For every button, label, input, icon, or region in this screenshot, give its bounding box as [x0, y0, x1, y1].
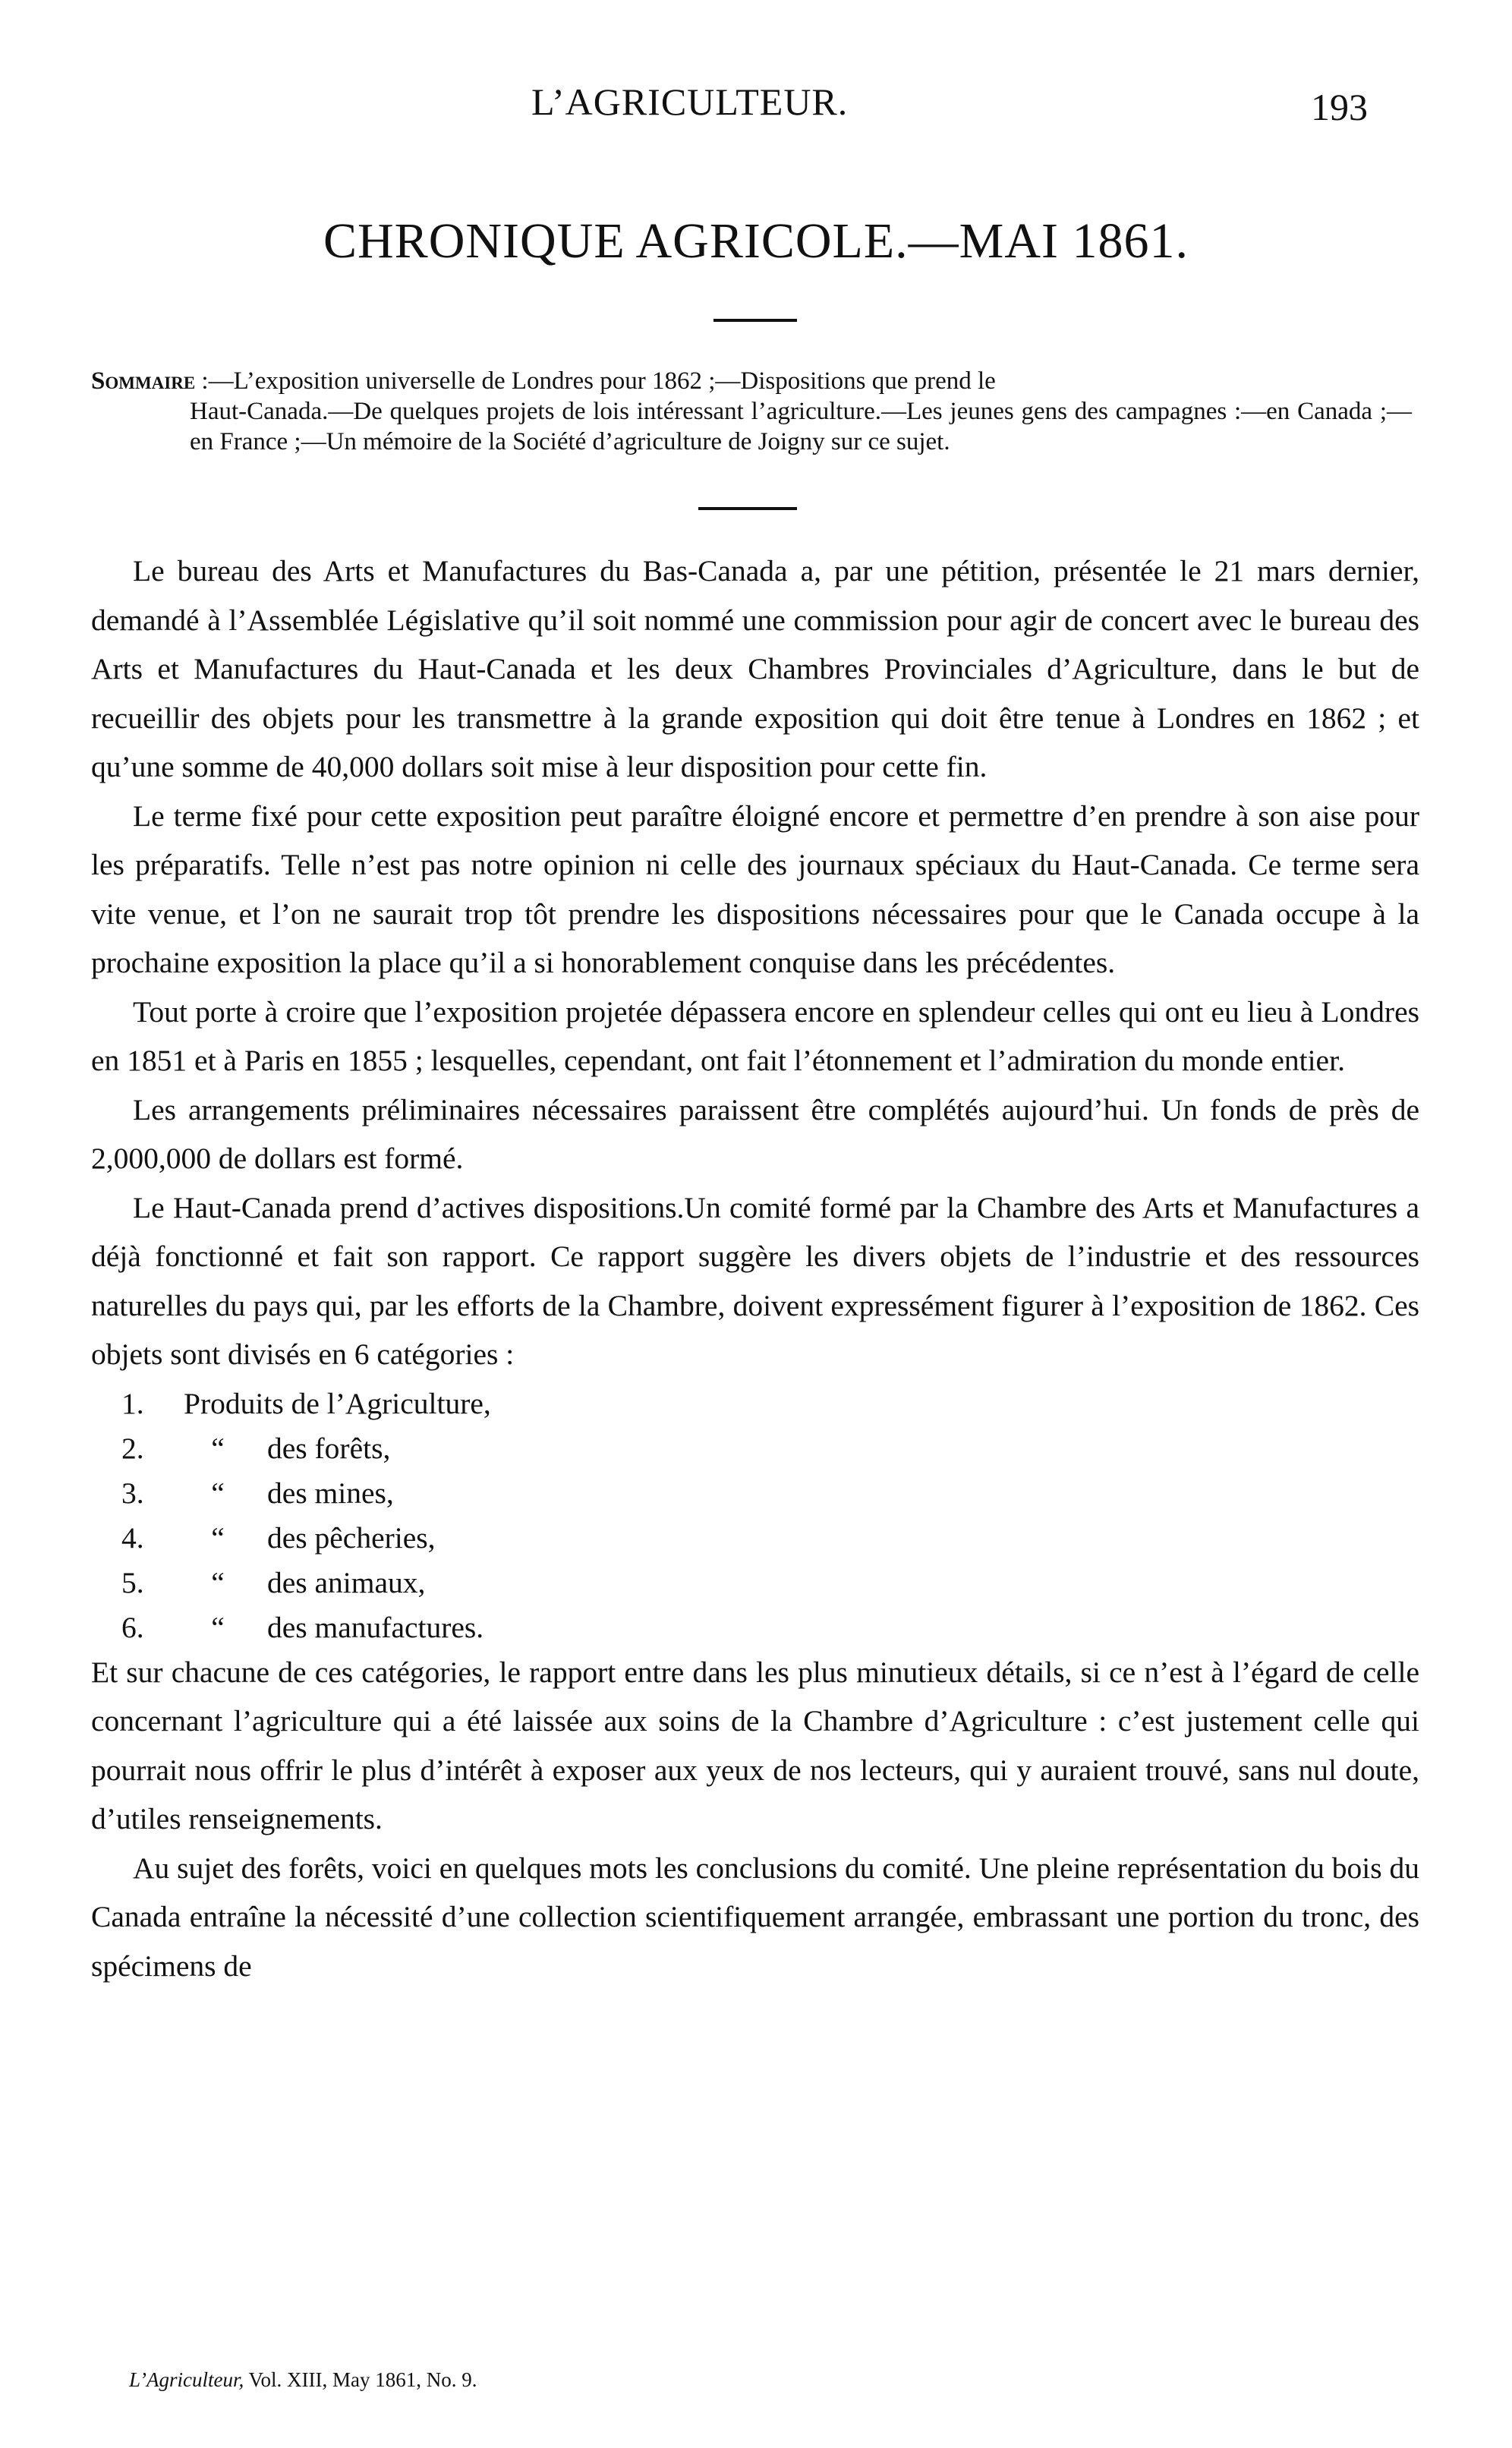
title-rule — [713, 319, 797, 322]
ditto-mark: “ — [211, 1610, 225, 1644]
ditto-mark: “ — [211, 1476, 225, 1510]
list-item — [91, 1558, 1419, 1603]
footer-details: Vol. XIII, May 1861, No. 9. — [248, 2368, 477, 2391]
list-number: 4. — [121, 1520, 144, 1555]
paragraph-arrangements: Les arrangements préliminaires nécessaires paraissent être complétés aujourd’hui. Un fonds de près de 2,000,000 de dollars est formé. — [91, 1092, 1419, 1175]
list-item — [91, 1603, 1419, 1648]
list-number: 6. — [121, 1610, 144, 1644]
categories-list — [91, 1379, 1419, 1648]
paragraph-petition: Le bureau des Arts et Manufactures du Bas-Canada a, par une pétition, présentée le 21 mars dernier, demandé à l’Assemblée Législative qu’il soit nommé une commission pour agir de concert avec le bureau des Arts et Manufactures du Haut-Canada et les deux Chambres Provinciales d’Agriculture, dans le but de recueillir des objets pour les transmettre à la grande exposition qui doit être tenue à Londres en 1862 ; et qu’une somme de 40,000 dollars soit mise à leur disposition pour cette fin. — [91, 554, 1419, 783]
summary-label: Sommaire — [91, 367, 196, 395]
list-item — [91, 1379, 1419, 1424]
paragraph-haut-canada: Le Haut-Canada prend d’actives dispositions.Un comité formé par la Chambre des Arts et Manufactures a déjà fonctionné et fait son rapport. Ce rapport suggère les divers objets de l’industrie et des ressources naturelles du pays qui, par les efforts de la Chambre, doivent expressément figurer à l’exposition de 1862. Ces objets sont divisés en 6 catégories : — [91, 1190, 1419, 1371]
list-item — [91, 1424, 1419, 1469]
footer-journal: L’Agriculteur, — [129, 2368, 244, 2391]
list-text: des forêts, — [267, 1431, 391, 1465]
list-item — [91, 1514, 1419, 1558]
list-number: 2. — [121, 1431, 144, 1465]
list-text: des pêcheries, — [267, 1520, 436, 1555]
ditto-mark: “ — [211, 1431, 225, 1465]
list-number: 5. — [121, 1565, 144, 1599]
paragraph-term: Le terme fixé pour cette exposition peut paraître éloigné encore et permettre d’en prendre à son aise pour les préparatifs. Telle n’est pas notre opinion ni celle des journaux spéciaux du Haut-Canada. Ce terme sera vite venue, et l’on ne saurait trop tôt prendre les dispositions nécessaires pour que le Canada occupe à la prochaine exposition la place qu’il a si honorablement conquise dans les précédentes. — [91, 799, 1419, 979]
paragraph-forests: Au sujet des forêts, voici en quelques mots les conclusions du comité. Une pleine représentation du bois du Canada entraîne la nécessité d’une collection scientifiquement arrangée, embrassant une portion du tronc, des spécimens de — [91, 1851, 1419, 1983]
summary-block — [91, 366, 1412, 457]
chronicle-title: CHRONIQUE AGRICOLE.—MAI 1861. — [323, 213, 1189, 269]
list-text: Produits de l’Agriculture, — [184, 1386, 491, 1420]
list-text: des mines, — [267, 1476, 394, 1510]
summary-first-line: :—L’exposition universelle de Londres pour 1862 ;—Dispositions que prend le — [201, 367, 996, 395]
article-body — [91, 547, 1419, 1990]
paragraph-details: Et sur chacune de ces catégories, le rapport entre dans les plus minutieux détails, si ce n’est à l’égard de celle concernant l’agriculture qui a été laissée aux soins de la Chambre d’Agriculture : c’est justement celle qui pourrait nous offrir le plus d’intérêt à exposer aux yeux de nos lecteurs, qui y auraient trouvé, sans nul doute, d’utiles renseignements. — [91, 1655, 1419, 1835]
ditto-mark: “ — [211, 1565, 225, 1599]
page-footer — [129, 2368, 477, 2392]
paragraph-splendour: Tout porte à croire que l’exposition projetée dépassera encore en splendeur celles qui ont eu lieu à Londres en 1851 et à Paris en 1855 ; lesquelles, cependant, ont fait l’étonnement et l’admiration du monde entier. — [91, 994, 1419, 1077]
list-text: des manufactures. — [267, 1610, 484, 1644]
page-number: 193 — [1311, 86, 1368, 128]
list-number: 3. — [121, 1476, 144, 1510]
list-item — [91, 1469, 1419, 1514]
running-head: L’AGRICULTEUR. — [531, 80, 849, 123]
summary-rule — [698, 507, 797, 510]
list-text: des animaux, — [267, 1565, 426, 1599]
list-number: 1. — [121, 1386, 144, 1420]
summary-continuation: Haut-Canada.—De quelques projets de lois intéressant l’agriculture.—Les jeunes gens des campagnes :—en Canada ;—en France ;—Un mémoire de la Société d’agriculture de Joigny sur ce sujet. — [190, 398, 1412, 455]
ditto-mark: “ — [211, 1520, 225, 1555]
